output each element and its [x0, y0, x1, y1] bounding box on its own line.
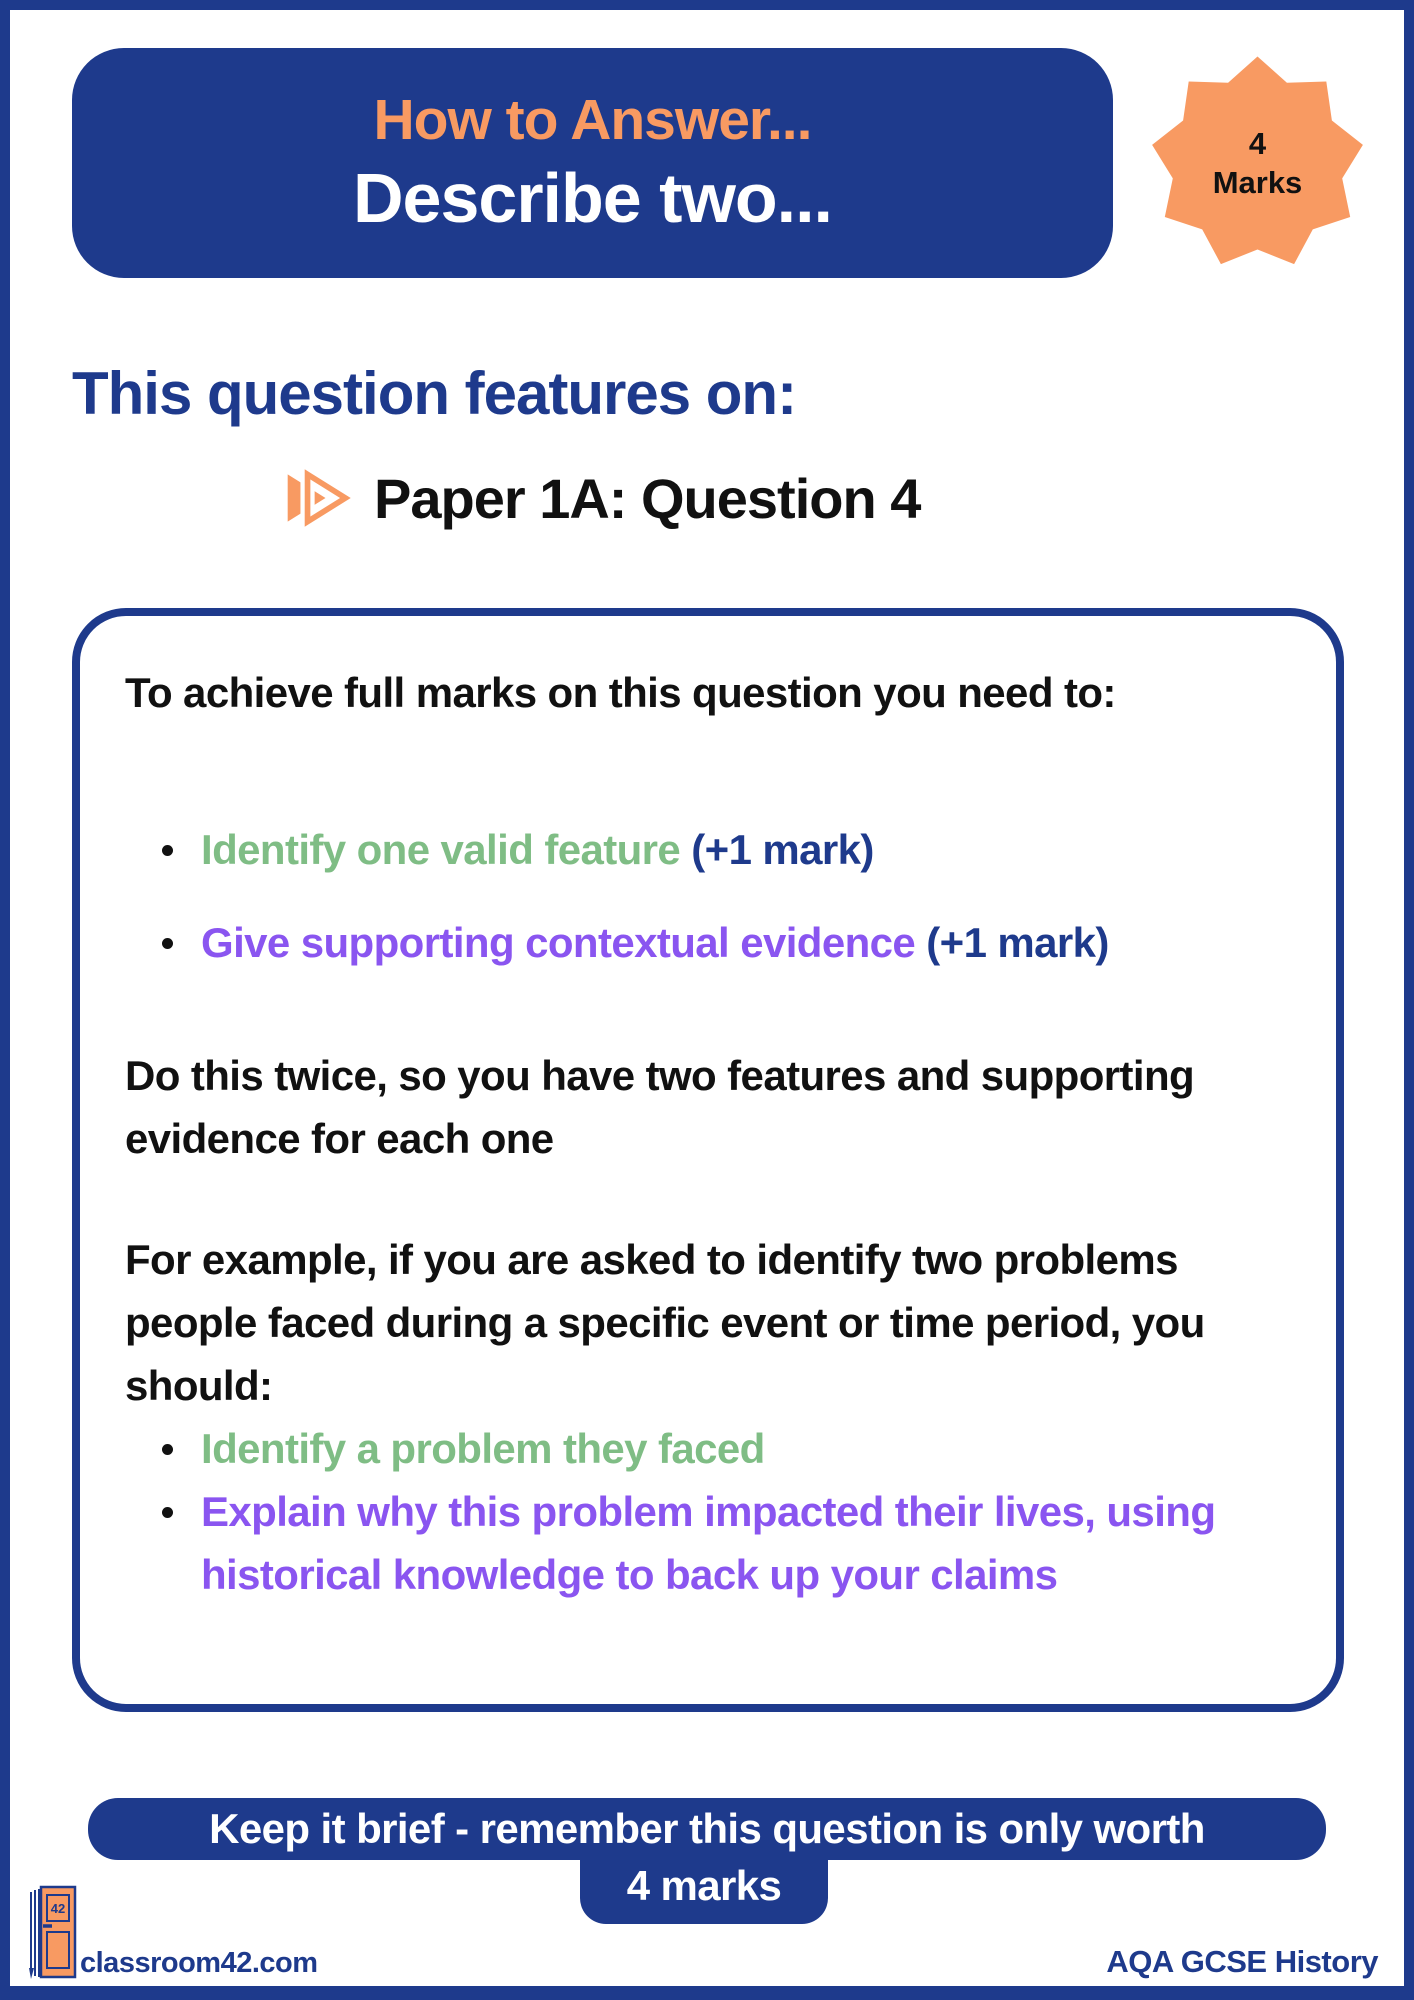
bullet-dot-icon	[162, 1507, 173, 1518]
bullet-dot-icon	[162, 1444, 173, 1455]
marks-badge	[1150, 56, 1365, 271]
classroom42-door-logo	[26, 1882, 78, 1982]
criteria-bullet-1-mark: (+1 mark)	[691, 826, 874, 874]
marks-badge-text	[1150, 56, 1365, 271]
criteria-bullet-list	[162, 818, 1291, 974]
paragraph-example: For example, if you are asked to identify two problems people faced during a specific event or time period, you should:	[125, 1236, 1205, 1410]
list-item	[162, 1480, 1291, 1606]
double-arrow-icon	[282, 463, 352, 533]
list-item	[162, 1417, 1291, 1480]
paper-label: Paper 1A: Question 4	[374, 466, 921, 530]
list-item	[162, 911, 1291, 974]
marks-badge-label: Marks	[1212, 164, 1303, 200]
page-title: Describe two...	[352, 158, 833, 237]
criteria-box	[72, 608, 1344, 1712]
list-item	[162, 818, 1291, 881]
reminder-banner: Keep it brief - remember this question is only worth	[88, 1798, 1326, 1860]
reminder-banner-tab: 4 marks	[580, 1860, 828, 1924]
course-label: AQA GCSE History	[1106, 1944, 1378, 1979]
criteria-bullet-2-mark: (+1 mark)	[926, 919, 1109, 967]
marks-badge-number: 4	[1248, 125, 1267, 161]
header-eyebrow: How to Answer...	[373, 88, 812, 153]
example-bullet-list	[162, 1417, 1291, 1606]
criteria-title: To achieve full marks on this question you need to:	[125, 669, 1116, 716]
example-bullet-2: Explain why this problem impacted their lives, using historical knowledge to back up your claims	[201, 1488, 1216, 1599]
header-banner	[72, 48, 1113, 278]
bullet-dot-icon	[162, 938, 173, 949]
example-bullet-1: Identify a problem they faced	[201, 1425, 765, 1473]
criteria-bullet-2	[201, 911, 1109, 974]
features-heading: This question features on:	[72, 360, 797, 427]
logo-number: 42	[50, 1901, 66, 1916]
bullet-dot-icon	[162, 845, 173, 856]
criteria-bullet-1-label: Identify one valid feature	[201, 826, 681, 874]
paragraph-do-twice: Do this twice, so you have two features and supporting evidence for each one	[125, 1052, 1195, 1163]
criteria-bullet-2-label: Give supporting contextual evidence	[201, 919, 916, 967]
paper-item	[282, 458, 920, 538]
site-url: classroom42.com	[80, 1947, 318, 1979]
criteria-bullet-1	[201, 818, 874, 881]
